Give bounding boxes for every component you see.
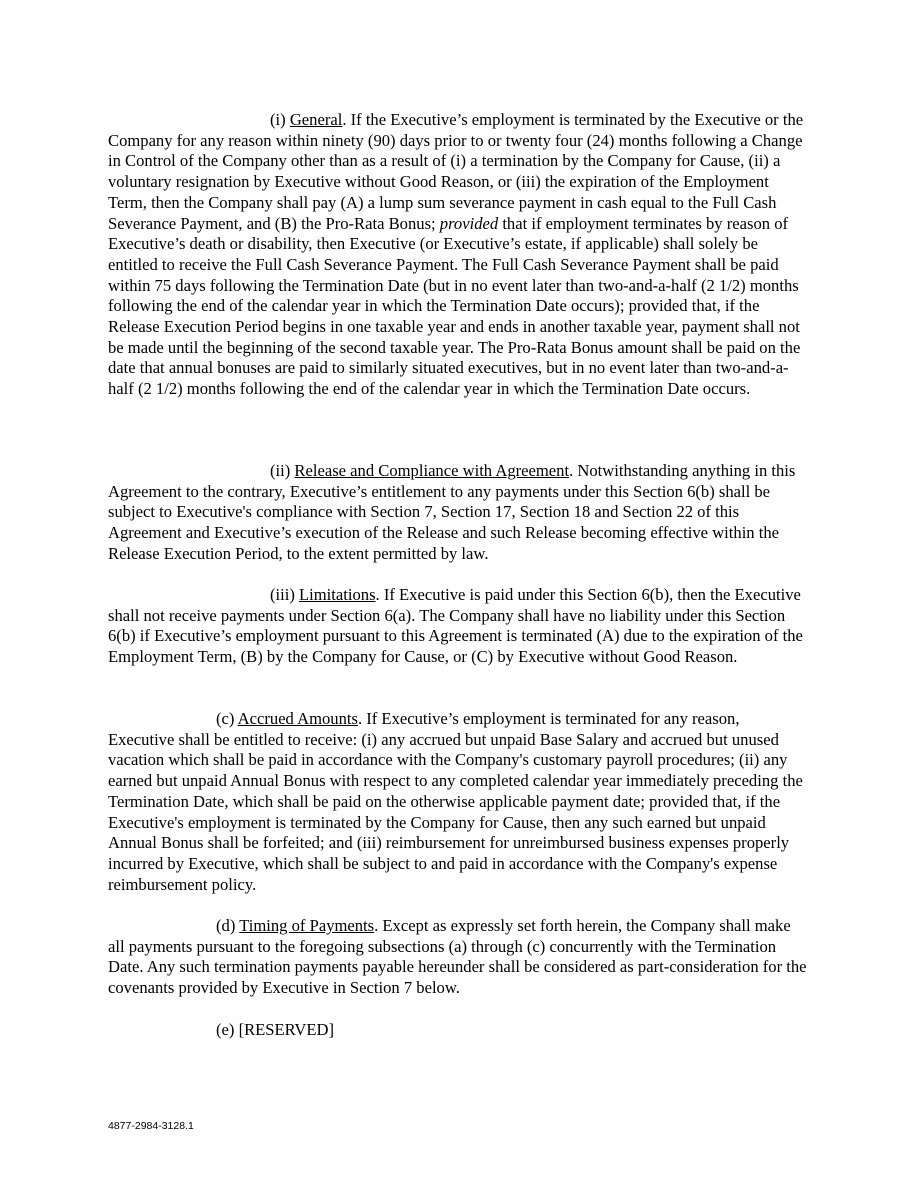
section-i-general bbox=[108, 110, 808, 400]
section-i-prefix: (i) bbox=[270, 110, 290, 129]
section-i-text-b: that if employment terminates by reason of Executive’s death or disability, then Executive (or Executive’s estate, if applicable) shall solely be entitled to receive the Full Cash Severance Payment. The Full Cash Severance Payment shall be paid within 75 days following the Termination Date (but in no event later than two-and-a-half (2 1/2) months following the end of the calendar year in which the Termination Date occurs); provided that, if the Release Execution Period begins in one taxable year and ends in another taxable year, payment shall not be made until the beginning of the second taxable year. The Pro-Rata Bonus amount shall be paid on the date that annual bonuses are paid to similarly situated executives, but in no event later than two-and-a-half (2 1/2) months following the end of the calendar year in which the Termination Date occurs. bbox=[108, 213, 801, 399]
section-c-heading: Accrued Amounts bbox=[237, 709, 358, 728]
section-iii-limitations bbox=[108, 585, 808, 668]
section-c-prefix: (c) bbox=[216, 709, 238, 728]
section-c-text: . If Executive’s employment is terminated for any reason, Executive shall be entitled to receive: (i) any accrued but unpaid Base Salary and accrued but unused vacation which shall be paid in accordance with the Company's customary payroll procedures; (ii) any earned but unpaid Annual Bonus with respect to any completed calendar year immediately preceding the Termination Date, which shall be paid on the otherwise applicable payment date; provided that, if the Executive's employment is terminated by the Company for Cause, then any such earned but unpaid Annual Bonus shall be forfeited; and (iii) reimbursement for unreimbursed business expenses properly incurred by Executive, which shall be subject to and paid in accordance with the Company's expense reimbursement policy. bbox=[108, 709, 803, 894]
section-iii-prefix: (iii) bbox=[270, 585, 300, 604]
section-i-heading: General bbox=[289, 110, 343, 129]
section-ii-heading: Release and Compliance with Agreement bbox=[294, 461, 570, 480]
section-e-text: (e) [RESERVED] bbox=[216, 1020, 335, 1039]
section-i-emphasis: provided bbox=[439, 213, 499, 233]
document-footer-id: 4877-2984-3128.1 bbox=[108, 1120, 194, 1132]
section-i-text-a: . If the Executive’s employment is terminated by the Executive or the Company for any reason within ninety (90) days prior to or twenty four (24) months following a Change in Control of the Company other than as a result of (i) a termination by the Company for Cause, (ii) a voluntary resignation by Executive without Good Reason, or (iii) the expiration of the Employment Term, then the Company shall pay (A) a lump sum severance payment in cash equal to the Full Cash Severance Payment, and (B) the Pro-Rata Bonus; bbox=[108, 110, 804, 233]
section-ii-prefix: (ii) bbox=[270, 461, 295, 480]
section-ii-text: . Notwithstanding anything in this Agreement to the contrary, Executive’s entitlement to any payments under this Section 6(b) shall be subject to Executive's compliance with Section 7, Section 17, Section 18 and Section 22 of this Agreement and Executive’s execution of the Release and such Release becoming effective within the Release Execution Period, to the extent permitted by law. bbox=[108, 461, 796, 563]
section-d-prefix: (d) bbox=[216, 916, 240, 935]
section-ii-release bbox=[108, 461, 808, 565]
section-iii-text: . If Executive is paid under this Section 6(b), then the Executive shall not receive payments under Section 6(a). The Company shall have no liability under this Section 6(b) if Executive’s employment pursuant to this Agreement is terminated (A) due to the expiration of the Employment Term, (B) by the Company for Cause, or (C) by Executive without Good Reason. bbox=[108, 585, 803, 667]
section-d-text: . Except as expressly set forth herein, the Company shall make all payments pursuant to the foregoing subsections (a) through (c) concurrently with the Termination Date. Any such termination payments payable hereunder shall be considered as part-consideration for the covenants provided by Executive in Section 7 below. bbox=[108, 916, 807, 998]
section-e-reserved bbox=[108, 1020, 808, 1041]
section-d-timing-of-payments bbox=[108, 916, 808, 999]
section-d-heading: Timing of Payments bbox=[239, 916, 375, 935]
section-c-accrued-amounts bbox=[108, 709, 808, 895]
section-iii-heading: Limitations bbox=[299, 585, 376, 604]
